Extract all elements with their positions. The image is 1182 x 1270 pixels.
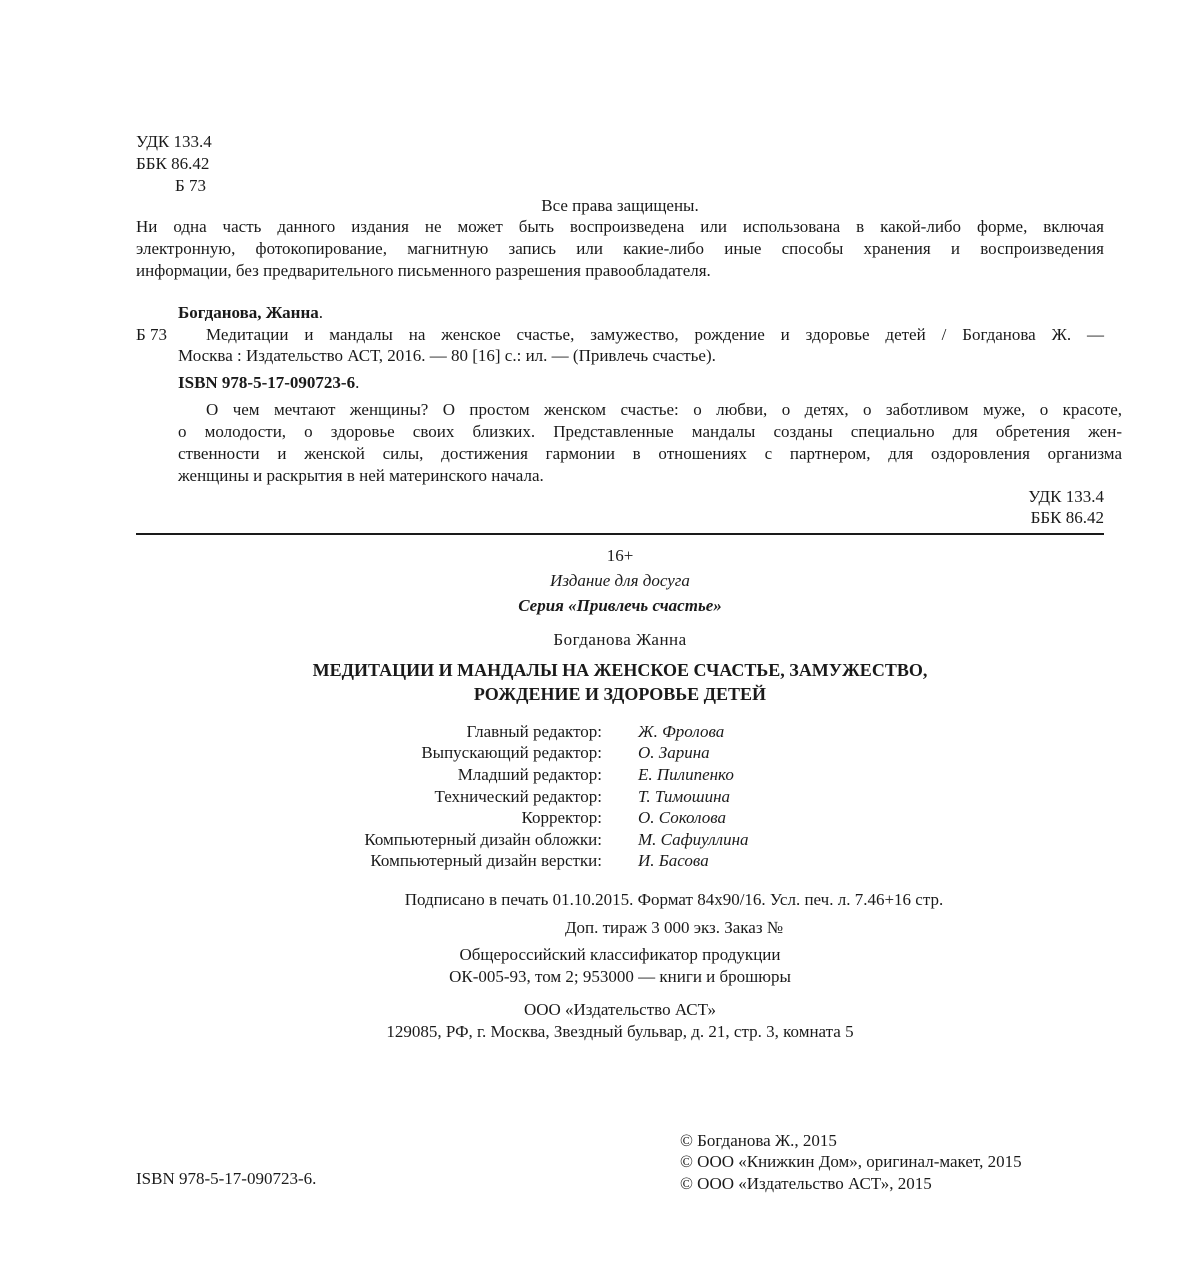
credit-name: Ж. Фролова	[638, 722, 725, 741]
catalog-mark: Б 73	[136, 325, 168, 344]
book-title-line-2: РОЖДЕНИЕ И ЗДОРОВЬЕ ДЕТЕЙ	[473, 684, 767, 704]
catalog-description-line-1: Медитации и мандалы на женское счастье, замужество, рождение и здоровье детей / Богданова Ж. —	[206, 325, 1104, 344]
classifier-line-1: Общероссийский классификатор продукции	[459, 945, 781, 964]
imprint-author: Богданова Жанна	[553, 630, 687, 649]
credit-role: Младший редактор:	[457, 765, 602, 784]
signed-to-print: Подписано в печать 01.10.2015. Формат 84x90/16. Усл. печ. л. 7.46+16 стр.	[404, 890, 944, 909]
bbk-code: ББК 86.42	[136, 154, 210, 173]
print-run: Доп. тираж 3 000 экз. Заказ №	[564, 918, 784, 937]
udk-code: УДК 133.4	[136, 132, 212, 151]
rights-line-2: электронную, фотокопирование, магнитную запись или какие-либо иные способы хранения и воспроизведения	[136, 239, 1104, 258]
classifier-line-2: ОК-005-93, том 2; 953000 — книги и брошюры	[449, 967, 791, 986]
credit-name: М. Сафиуллина	[638, 830, 749, 849]
credit-role: Технический редактор:	[434, 787, 602, 806]
catalog-udk: УДК 133.4	[1028, 487, 1104, 506]
annotation-line-1: О чем мечтают женщины? О простом женском счастье: о любви, о детях, о заботливом муже, о красоте,	[206, 400, 1122, 419]
catalog-author	[178, 302, 323, 324]
footer-isbn: ISBN 978-5-17-090723-6.	[136, 1169, 317, 1188]
author-mark: Б 73	[175, 176, 207, 195]
catalog-description-line-2: Москва : Издательство АСТ, 2016. — 80 [16] с.: ил. — (Привлечь счастье).	[178, 346, 716, 365]
credit-role: Компьютерный дизайн обложки:	[364, 830, 602, 849]
copyright-layout: © ООО «Книжкин Дом», оригинал-макет, 2015	[680, 1152, 1022, 1171]
catalog-isbn	[178, 372, 359, 394]
credit-name: И. Басова	[638, 851, 709, 870]
credit-role: Главный редактор:	[466, 722, 602, 741]
annotation-line-2: о молодости, о здоровье своих близких. Представленные мандалы созданы специально для обретения жен-	[178, 422, 1122, 441]
rights-title: Все права защищены.	[541, 196, 699, 215]
catalog-author-dot: .	[318, 303, 323, 322]
book-title-line-1: МЕДИТАЦИИ И МАНДАЛЫ НА ЖЕНСКОЕ СЧАСТЬЕ, ЗАМУЖЕСТВО,	[312, 660, 928, 680]
age-rating: 16+	[606, 546, 634, 565]
catalog-bbk: ББК 86.42	[1030, 508, 1104, 527]
series-name: Серия «Привлечь счастье»	[518, 596, 722, 615]
edition-type: Издание для досуга	[550, 571, 690, 590]
copyright-author: © Богданова Ж., 2015	[680, 1131, 837, 1150]
credit-role: Корректор:	[521, 808, 602, 827]
divider-rule	[136, 533, 1104, 535]
publisher-address: 129085, РФ, г. Москва, Звездный бульвар, д. 21, стр. 3, комната 5	[386, 1022, 854, 1041]
credit-name: Е. Пилипенко	[638, 765, 734, 784]
rights-line-1: Ни одна часть данного издания не может быть воспроизведена или использована в какой-либо форме, включая	[136, 217, 1104, 236]
annotation-line-3: ственности и женской силы, достижения гармонии в отношениях с партнером, для оздоровления организма	[178, 444, 1122, 463]
publisher-name: ООО «Издательство АСТ»	[523, 1000, 717, 1019]
credit-name: О. Зарина	[638, 743, 710, 762]
catalog-isbn-dot: .	[355, 373, 360, 392]
copyright-publisher: © ООО «Издательство АСТ», 2015	[680, 1174, 932, 1193]
credit-role: Компьютерный дизайн верстки:	[370, 851, 602, 870]
catalog-author-name: Богданова, Жанна	[178, 303, 319, 322]
credit-name: Т. Тимошина	[638, 787, 731, 806]
credit-role: Выпускающий редактор:	[421, 743, 602, 762]
rights-line-3: информации, без предварительного письменного разрешения правообладателя.	[136, 261, 711, 280]
catalog-isbn-number: ISBN 978-5-17-090723-6	[178, 373, 356, 392]
annotation-line-4: женщины и раскрытия в ней материнского начала.	[178, 466, 544, 485]
credit-name: О. Соколова	[638, 808, 726, 827]
